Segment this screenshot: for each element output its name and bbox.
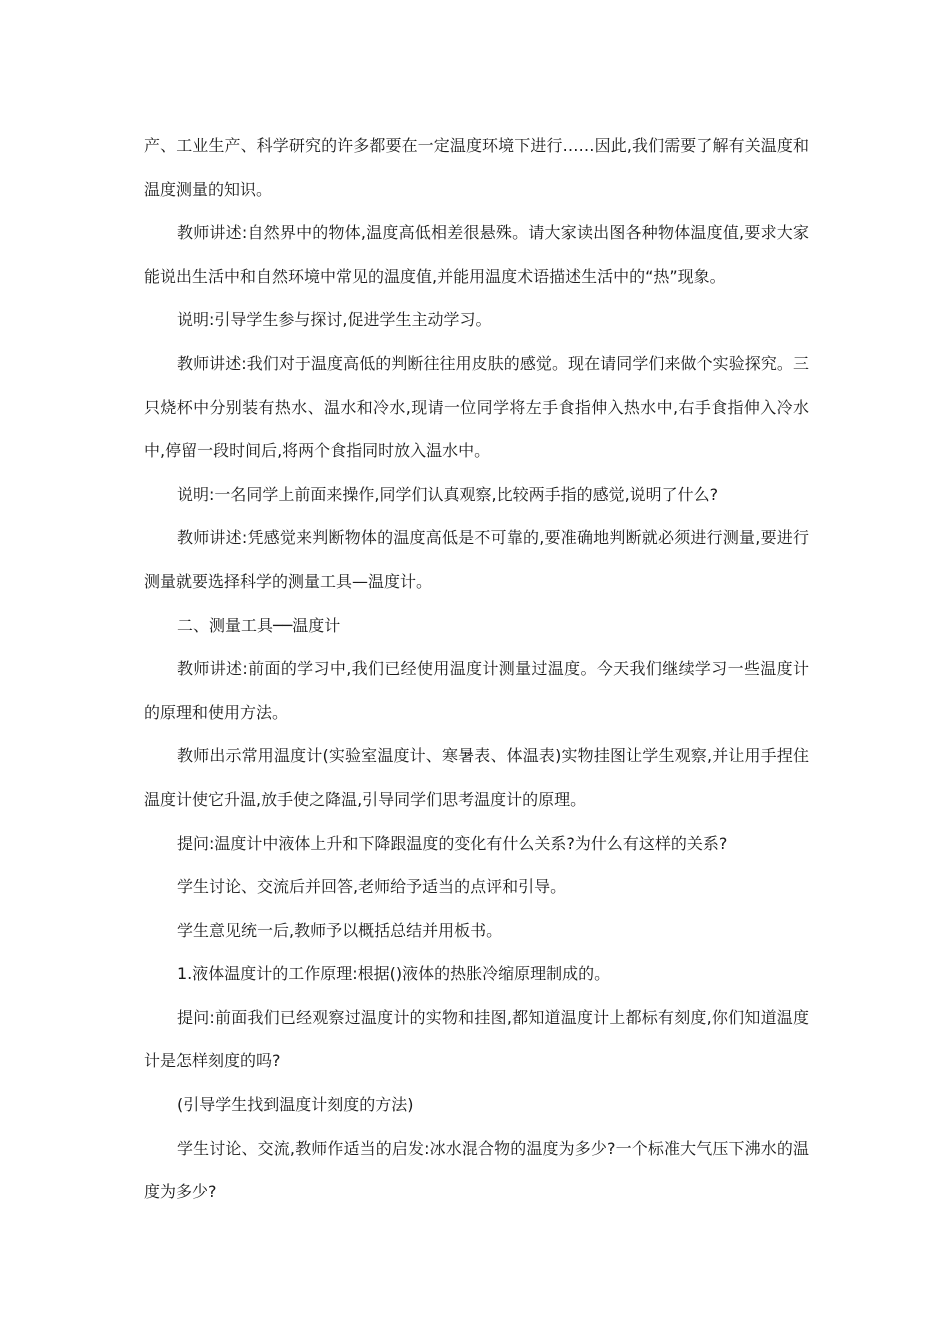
paragraph-question-liquid: 提问:温度计中液体上升和下降跟温度的变化有什么关系?为什么有这样的关系?: [177, 833, 728, 853]
paragraph-note-participation: 说明:引导学生参与探讨,促进学生主动学习。: [177, 310, 492, 330]
paragraph-teacher-experiment: 教师讲述:我们对于温度高低的判断往往用皮肤的感觉。现在请同学们来做个实验探究。三只烧杯中分别装有热水、温水和冷水,现请一位同学将左手食指伸入热水中,右手食指伸入冷水中,停留一段时间后,将两个食指同时放入温水中。: [144, 353, 809, 461]
paragraph-continuation: 产、工业生产、科学研究的许多都要在一定温度环境下进行……因此,我们需要了解有关温度和温度测量的知识。: [144, 136, 809, 199]
paragraph-summary-board: 学生意见统一后,教师予以概括总结并用板书。: [177, 920, 503, 940]
paragraph-note-observe: 说明:一名同学上前面来操作,同学们认真观察,比较两手指的感觉,说明了什么?: [177, 484, 719, 504]
paragraph-teacher-measurement: 教师讲述:凭感觉来判断物体的温度高低是不可靠的,要准确地判断就必须进行测量,要进行测量就要选择科学的测量工具—温度计。: [144, 528, 809, 591]
section-heading-thermometer: 二、测量工具──温度计: [177, 615, 341, 635]
paragraph-principle-item-1: 1.液体温度计的工作原理:根据()液体的热胀冷缩原理制成的。: [177, 964, 611, 984]
paragraph-teacher-natural-temperatures: 教师讲述:自然界中的物体,温度高低相差很悬殊。请大家读出图各种物体温度值,要求大家能说出生活中和自然环境中常见的温度值,并能用温度术语描述生活中的“热”现象。: [144, 223, 809, 286]
paragraph-question-scale: 提问:前面我们已经观察过温度计的实物和挂图,都知道温度计上都标有刻度,你们知道温度计是怎样刻度的吗?: [144, 1007, 809, 1071]
paragraph-students-ice-water: 学生讨论、交流,教师作适当的启发:冰水混合物的温度为多少?一个标准大气压下沸水的温度为多少?: [144, 1138, 809, 1202]
paragraph-students-discuss: 学生讨论、交流后并回答,老师给予适当的点评和引导。: [177, 877, 567, 897]
paragraph-guide-scale-method: (引导学生找到温度计刻度的方法): [177, 1095, 414, 1115]
paragraph-teacher-show-thermometers: 教师出示常用温度计(实验室温度计、寒暑表、体温表)实物挂图让学生观察,并让用手捏住温度计使它升温,放手使之降温,引导同学们思考温度计的原理。: [144, 746, 809, 809]
paragraph-teacher-principle: 教师讲述:前面的学习中,我们已经使用温度计测量过温度。今天我们继续学习一些温度计的原理和使用方法。: [144, 659, 809, 722]
document-body: [144, 124, 809, 1214]
